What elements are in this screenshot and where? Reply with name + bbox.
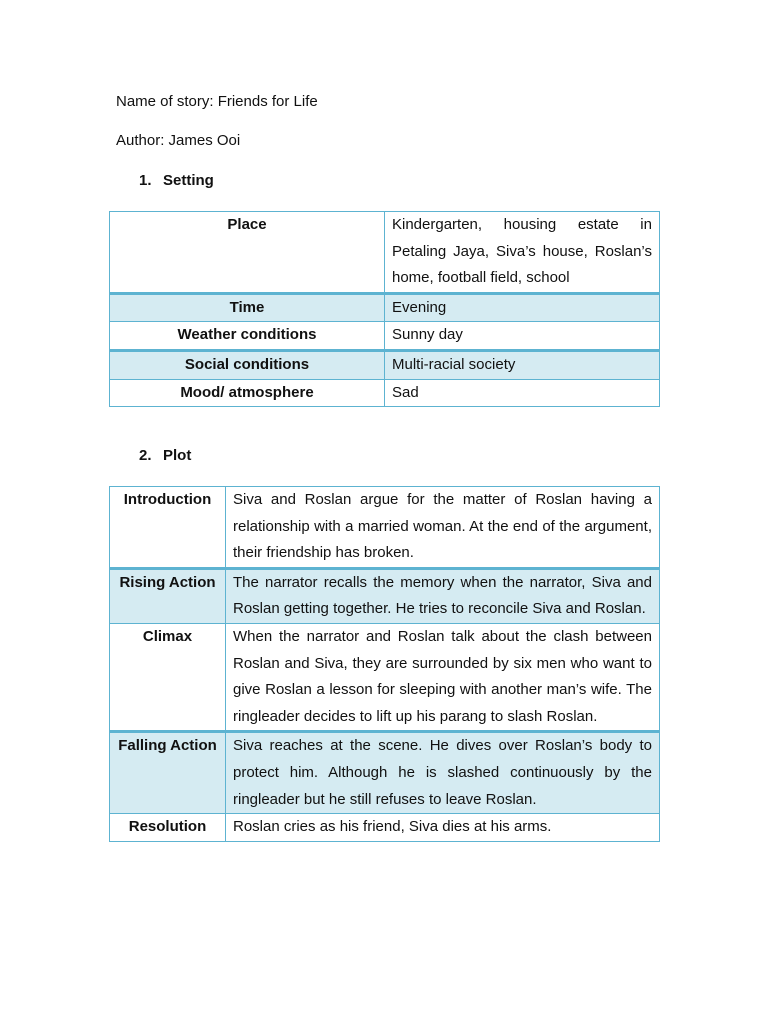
plot-heading [139,447,191,465]
setting-value-mood: Sad [385,379,660,407]
setting-row-social [110,350,660,379]
plot-label-falling-action: Falling Action [110,732,226,814]
plot-row-resolution [110,814,660,842]
setting-label-time: Time [110,293,385,322]
plot-label-rising-action: Rising Action [110,568,226,623]
story-author: Author: James Ooi [116,132,241,149]
plot-row-introduction [110,487,660,569]
plot-row-climax [110,623,660,731]
plot-value-climax: When the narrator and Roslan talk about the clash between Roslan and Siva, they are surrounded by six men who want to give Roslan a lesson for sleeping with another man’s wife. The ringleader decides to lift up his parang to slash Roslan. [226,623,660,731]
setting-row-time [110,293,660,322]
story-name: Name of story: Friends for Life [116,93,318,110]
plot-table [109,486,660,842]
plot-label-climax: Climax [110,623,226,731]
setting-label-weather: Weather conditions [110,322,385,351]
plot-value-rising-action: The narrator recalls the memory when the narrator, Siva and Roslan getting together. He tries to reconcile Siva and Roslan. [226,568,660,623]
plot-heading-number: 2. [139,447,152,464]
setting-value-time: Evening [385,293,660,322]
setting-value-weather: Sunny day [385,322,660,351]
setting-value-social: Multi-racial society [385,350,660,379]
plot-value-resolution: Roslan cries as his friend, Siva dies at his arms. [226,814,660,842]
plot-label-resolution: Resolution [110,814,226,842]
setting-row-place [110,212,660,294]
setting-heading [139,172,214,190]
setting-label-mood: Mood/ atmosphere [110,379,385,407]
plot-heading-text: Plot [163,447,192,464]
setting-table [109,211,660,407]
plot-value-introduction: Siva and Roslan argue for the matter of Roslan having a relationship with a married woman. At the end of the argument, their friendship has broken. [226,487,660,569]
setting-label-place: Place [110,212,385,294]
setting-row-mood [110,379,660,407]
setting-heading-text: Setting [163,172,214,189]
setting-label-social: Social conditions [110,350,385,379]
plot-label-introduction: Introduction [110,487,226,569]
setting-value-place: Kindergarten, housing estate in Petaling Jaya, Siva’s house, Roslan’s home, football field, school [385,212,660,294]
plot-value-falling-action: Siva reaches at the scene. He dives over Roslan’s body to protect him. Although he is slashed continuously by the ringleader but he still refuses to leave Roslan. [226,732,660,814]
setting-row-weather [110,322,660,351]
plot-row-rising-action [110,568,660,623]
setting-heading-number: 1. [139,172,152,189]
plot-row-falling-action [110,732,660,814]
